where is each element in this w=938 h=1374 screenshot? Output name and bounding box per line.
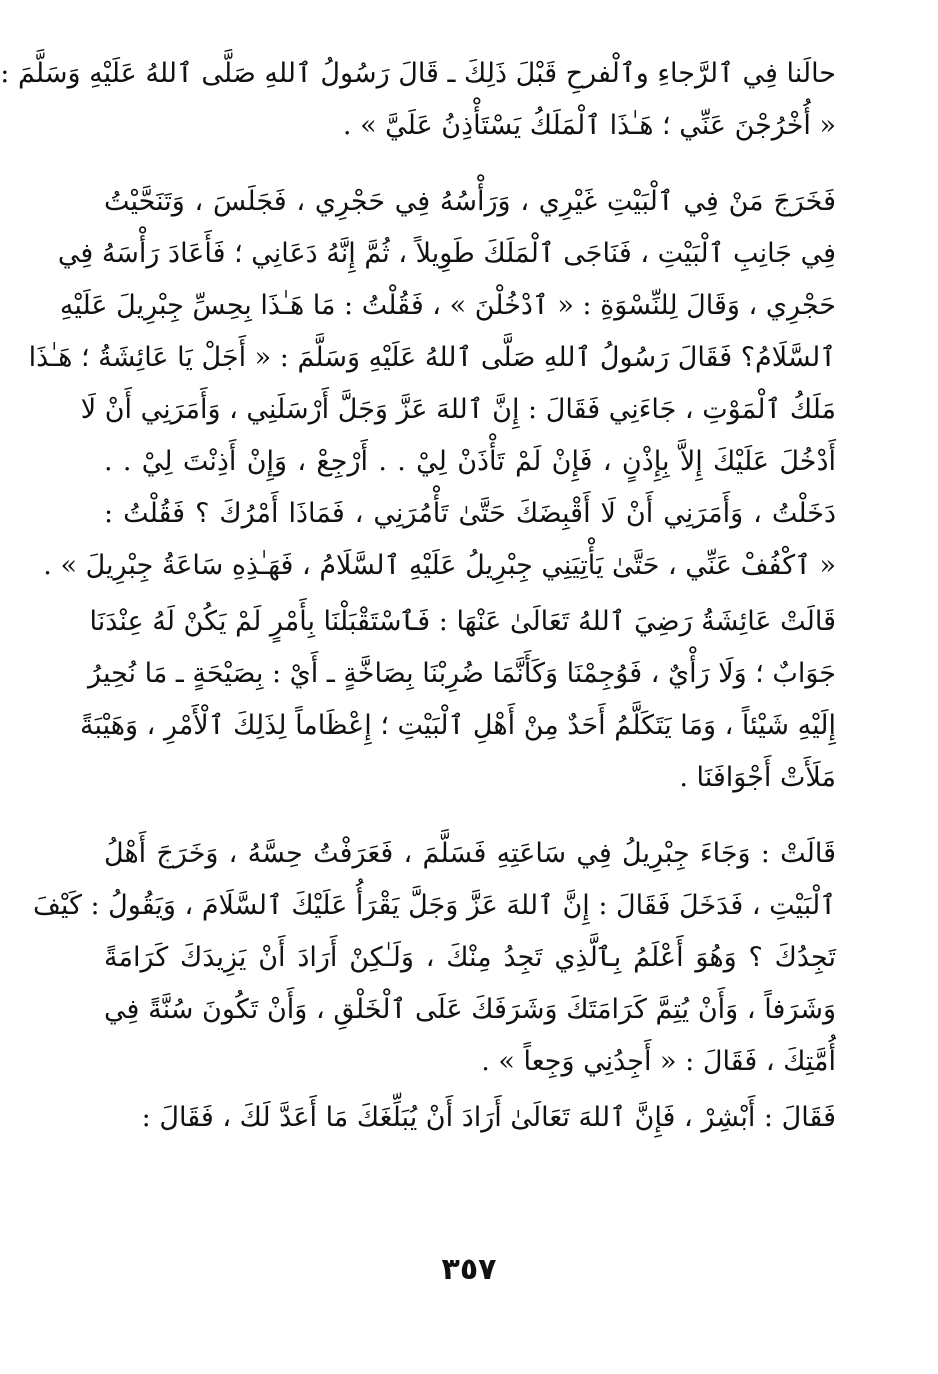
text-line: مَلَكُ ٱلْمَوْتِ ، جَاءَنِي فَقَالَ : إِنَّ ٱللهَ عَزَّ وَجَلَّ أَرْسَلَنِي ، وَأَمَرَنِي أَنْ لَا: [80, 394, 836, 425]
text-line: ٱلْبَيْتِ ، فَدَخَلَ فَقَالَ : إِنَّ ٱللهَ عَزَّ وَجَلَّ يَقْرَأُ عَلَيْكَ ٱلسَّلَامَ ، وَيَقُولُ : كَيْفَ: [32, 890, 836, 921]
page-body: [0, 48, 836, 1144]
text-line: إِلَيْهِ شَيْئاً ، وَمَا يَتَكَلَّمُ أَحَدٌ مِنْ أَهْلِ ٱلْبَيْتِ ؛ إِعْظَاماً لِذَلِكَ ٱلْأَمْرِ ، وَهَيْبَةً: [80, 710, 836, 741]
text-line: أَدْخُلَ عَلَيْكَ إِلاَّ بِإِذْنٍ ، فَإِنْ لَمْ تَأْذَنْ لِيْ . . أَرْجِعْ ، وَإِنْ أَذِنْتَ لِيْ . .: [104, 446, 836, 477]
text-line: « ٱكْفُفْ عَنِّي ، حَتَّىٰ يَأْتِيَنِي جِبْرِيلُ عَلَيْهِ ٱلسَّلَامُ ، فَهَـٰذِهِ سَاعَةُ جِبْرِيلَ » .: [43, 550, 836, 581]
text-line: « أُخْرُجْنَ عَنِّي ؛ هَـٰذَا ٱلْمَلَكُ يَسْتَأْذِنُ عَلَيَّ » .: [342, 110, 836, 141]
text-line: قَالَتْ عَائِشَةُ رَضِيَ ٱللهُ تَعَالَىٰ عَنْهَا : فَٱسْتَقْبَلْنَا بِأَمْرٍ لَمْ يَكُنْ لَهُ عِنْدَنَا: [89, 606, 836, 637]
paragraph-1: [0, 48, 836, 152]
text-line: تَجِدُكَ ؟ وَهُوَ أَعْلَمُ بِٱلَّذِي تَجِدُ مِنْكَ ، وَلَـٰكِنْ أَرَادَ أَنْ يَزِيدَكَ كَرَامَةً: [104, 942, 836, 973]
text-line: قَالَتْ : وَجَاءَ جِبْرِيلُ فِي سَاعَتِهِ فَسَلَّمَ ، فَعَرَفْتُ حِسَّهُ ، وَخَرَجَ أَهْلُ: [104, 838, 836, 869]
text-line: فَقَالَ : أَبْشِرْ ، فَإِنَّ ٱللهَ تَعَالَىٰ أَرَادَ أَنْ يُبَلِّغَكَ مَا أَعَدَّ لَكَ ، فَقَالَ :: [141, 1102, 836, 1133]
text-line: فَخَرَجَ مَنْ فِي ٱلْبَيْتِ غَيْرِي ، وَرَأْسُهُ فِي حَجْرِي ، فَجَلَسَ ، وَتَنَحَّيْتُ: [104, 186, 836, 217]
paragraph-5: [104, 1092, 836, 1144]
text-line: وَشَرَفاً ، وَأَنْ يُتِمَّ كَرَامَتَكَ وَشَرَفَكَ عَلَى ٱلْخَلْقِ ، وَأَنْ تَكُونَ سُنَّةً فِي: [104, 994, 836, 1025]
paragraph-4: [32, 828, 836, 1088]
page-number: ٣٥٧: [441, 1252, 497, 1287]
text-line: ٱلسَّلَامُ؟ فَقَالَ رَسُولُ ٱللهِ صَلَّى ٱللهُ عَلَيْهِ وَسَلَّمَ : « أَجَلْ يَا عَائِشَةُ ؛ هَـٰذَا: [28, 342, 836, 373]
text-line: حالَنا فِي ٱلرَّجاءِ وٱلْفرحِ قَبْلَ ذَلِكَ ـ قَالَ رَسُولُ ٱللهِ صَلَّى ٱللهُ عَلَيْهِ وَسَلَّمَ :: [0, 58, 836, 89]
text-line: مَلَأَتْ أَجْوَافَنَا .: [679, 762, 836, 793]
text-line: فِي جَانِبِ ٱلْبَيْتِ ، فَنَاجَى ٱلْمَلَكَ طَوِيلاً ، ثُمَّ إِنَّهُ دَعَانِي ؛ فَأَعَادَ رَأْسَهُ فِي: [57, 238, 836, 269]
text-line: دَخَلْتُ ، وَأَمَرَنِي أَنْ لَا أَقْبِضَكَ حَتَّىٰ تَأْمُرَنِي ، فَمَاذَا أَمْرُكَ ؟ فَقُلْتُ :: [104, 498, 836, 529]
text-line: حَجْرِي ، وَقَالَ لِلنِّسْوَةِ : « ٱدْخُلْنَ » ، فَقُلْتُ : مَا هَـٰذَا بِحِسِّ جِبْرِيلَ عَلَيْهِ: [59, 290, 836, 321]
paragraph-2: [28, 176, 836, 592]
paragraph-3: [80, 596, 836, 804]
text-line: أُمَّتِكَ ، فَقَالَ : « أَجِدُنِي وَجِعاً » .: [481, 1046, 836, 1077]
text-line: جَوَابٌ ؛ وَلَا رَأْيٌ ، فَوُجِمْنَا وَكَأَنَّمَا ضُرِبْنَا بِصَاخَّةٍ ـ أَيْ : بِصَيْحَةٍ ـ مَا نُحِيرُ: [88, 658, 836, 689]
